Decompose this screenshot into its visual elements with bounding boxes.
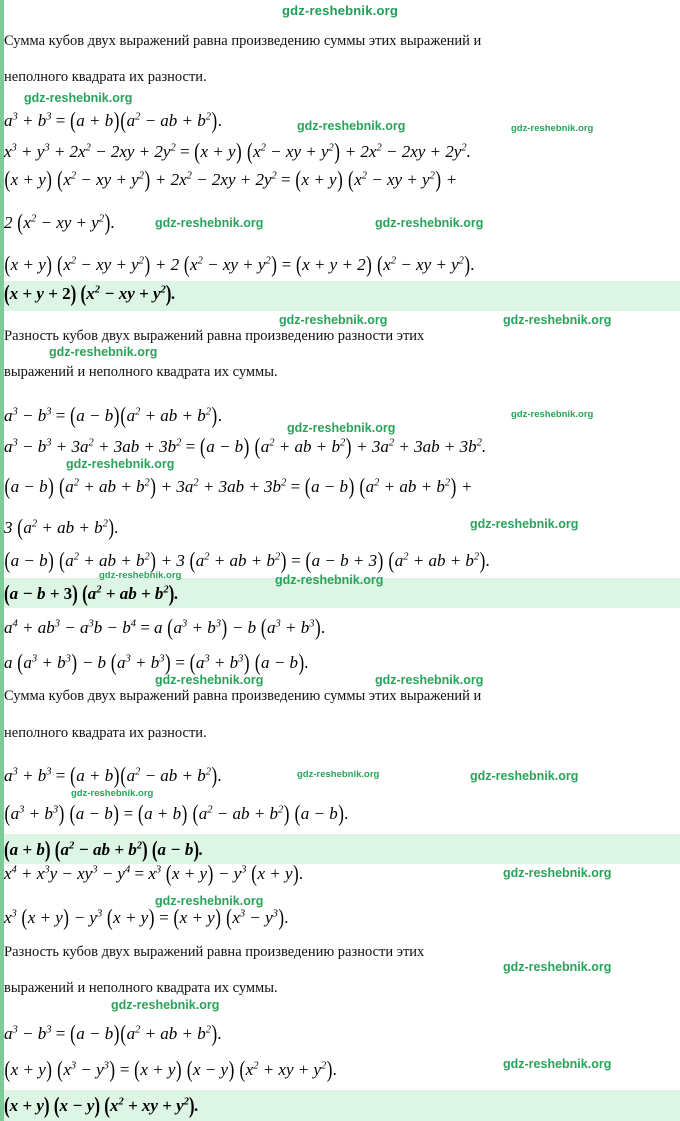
watermark-brand: gdz-reshebnik.org (297, 119, 406, 133)
watermark-brand: gdz-reshebnik.org (375, 216, 484, 230)
formula-f3: (x + y) ($x^2$ − xy + $y^2) + 2x^2 - 2xy + 2y^2 = (x + y)$ ($x^2$ − xy + $y^2$) + (4, 166, 458, 193)
watermark-brand: gdz-reshebnik.org (511, 123, 594, 134)
answer-a4: (x + y) (x − y) ($x^2$ + xy + $y^2$). (4, 1092, 199, 1119)
watermark-brand: gdz-reshebnik.org (511, 409, 594, 420)
formula-f5: (x + y) ($x^2$ − xy + $y^2) + 2$ ($x^2$ − xy + $y^2) = (x + y + 2)$ ($x^2$ − xy + $y^2$). (4, 251, 475, 278)
watermark-brand: gdz-reshebnik.org (155, 673, 264, 687)
watermark-brand: gdz-reshebnik.org (71, 788, 154, 799)
watermark-brand: gdz-reshebnik.org (470, 517, 579, 531)
prose-line-rule-sum-cubes-1a: Сумма кубов двух выражений равна произведению суммы этих выражений и (4, 33, 482, 49)
watermark-brand: gdz-reshebnik.org (275, 573, 384, 587)
formula-f16: $x^3$ $(x + y) - y^3$ (x + y) = (x + y) $(x^3 - y^3)$. (4, 904, 289, 931)
formula-f9: 3 ($a^2$ + ab + $b^2$). (4, 514, 119, 541)
watermark-brand: gdz-reshebnik.org (279, 313, 388, 327)
formula-f14: $(a^3 + b^3) (a - b) = (a + b) (a^2$ − ab + $b^2$) (a − b). (4, 800, 349, 827)
watermark-brand: gdz-reshebnik.org (287, 421, 396, 435)
answer-a1: (x + y + 2) ($x^2$ − xy + $y^2$). (4, 280, 176, 307)
formula-f15: $x^4 + x^3y - xy^3 - y^4 = x^3$ $(x + y) - y^3$ (x + y). (4, 860, 304, 887)
formula-f17: $a^3 - b^3 = (a - b)(a^2$ + ab + $b^2$). (4, 1020, 222, 1047)
watermark-brand: gdz-reshebnik.org (49, 345, 158, 359)
watermark-brand: gdz-reshebnik.org (111, 998, 220, 1012)
watermark-brand: gdz-reshebnik.org (503, 960, 612, 974)
prose-line-rule-sum-cubes-2b: неполного квадрата их разности. (4, 725, 207, 741)
watermark-brand: gdz-reshebnik.org (24, 91, 133, 105)
watermark-brand: gdz-reshebnik.org (503, 1057, 612, 1071)
prose-line-rule-diff-cubes-2b: выражений и неполного квадрата их суммы. (4, 980, 278, 996)
watermark-brand: gdz-reshebnik.org (155, 216, 264, 230)
watermark-brand: gdz-reshebnik.org (66, 457, 175, 471)
formula-f10: (a − b) ($a^2$ + ab + $b^2) + 3$ ($a^2$ + ab + $b^2) = (a - b + 3)$ ($a^2$ + ab + $b^2$). (4, 547, 491, 574)
prose-line-rule-sum-cubes-1b: неполного квадрата их разности. (4, 69, 207, 85)
formula-f7: $a^3 - b^3 + 3a^2 + 3ab + 3b^2 = (a - b) (a^2$ + ab + $b^2) + 3a^2 + 3ab + 3b^2$. (4, 433, 487, 460)
formula-f8: (a − b) ($a^2$ + ab + $b^2) + 3a^2 + 3ab + 3b^2 = (a - b)$ ($a^2$ + ab + $b^2$) + (4, 473, 473, 500)
formula-f12: a $(a^3 + b^3) - b$ $(a^3 + b^3) = (a^3 + b^3) (a - b)$. (4, 649, 309, 676)
formula-f13: $a^3 + b^3 = (a + b)(a^2$ − ab + $b^2$). (4, 762, 222, 789)
prose-line-rule-sum-cubes-2a: Сумма кубов двух выражений равна произведению суммы этих выражений и (4, 688, 482, 704)
watermark-brand: gdz-reshebnik.org (155, 894, 264, 908)
formula-f1: $a^3 + b^3 = (a + b)(a^2$ − ab + $b^2$). (4, 107, 222, 134)
watermark-brand: gdz-reshebnik.org (503, 313, 612, 327)
site-brand-top: gdz-reshebnik.org (281, 3, 399, 18)
prose-line-rule-diff-cubes-2a: Разность кубов двух выражений равна произведению разности этих (4, 944, 425, 960)
watermark-brand: gdz-reshebnik.org (375, 673, 484, 687)
watermark-brand: gdz-reshebnik.org (470, 769, 579, 783)
prose-line-rule-diff-cubes-1b: выражений и неполного квадрата их суммы. (4, 364, 278, 380)
answer-a3: (a + b) ($a^2$ − ab + $b^2$) (a − b). (4, 836, 204, 863)
formula-f6: $a^3 - b^3 = (a - b)(a^2$ + ab + $b^2$). (4, 402, 222, 429)
prose-line-rule-diff-cubes-1a: Разность кубов двух выражений равна произведению разности этих (4, 328, 425, 344)
watermark-brand: gdz-reshebnik.org (297, 769, 380, 780)
watermark-brand: gdz-reshebnik.org (503, 866, 612, 880)
formula-f11: $a^4 + ab^3 - a^3b - b^4 = a$ $(a^3 + b^3) - b$ $(a^3 + b^3)$. (4, 614, 326, 641)
formula-f2: $x^3 + y^3 + 2x^2 - 2xy + 2y^2 = (x + y) (x^2$ − xy + $y^2) + 2x^2 - 2xy + 2y^2$. (4, 138, 471, 165)
watermark-brand: gdz-reshebnik.org (99, 570, 182, 581)
answer-a2: (a − b + 3) ($a^2$ + ab + $b^2$). (4, 580, 179, 607)
formula-f18: (x + y) $(x^3 - y^3) = (x + y) (x - y) (x^2$ + xy + $y^2$). (4, 1056, 338, 1083)
formula-f4: 2 ($x^2$ − xy + $y^2$). (4, 209, 115, 236)
